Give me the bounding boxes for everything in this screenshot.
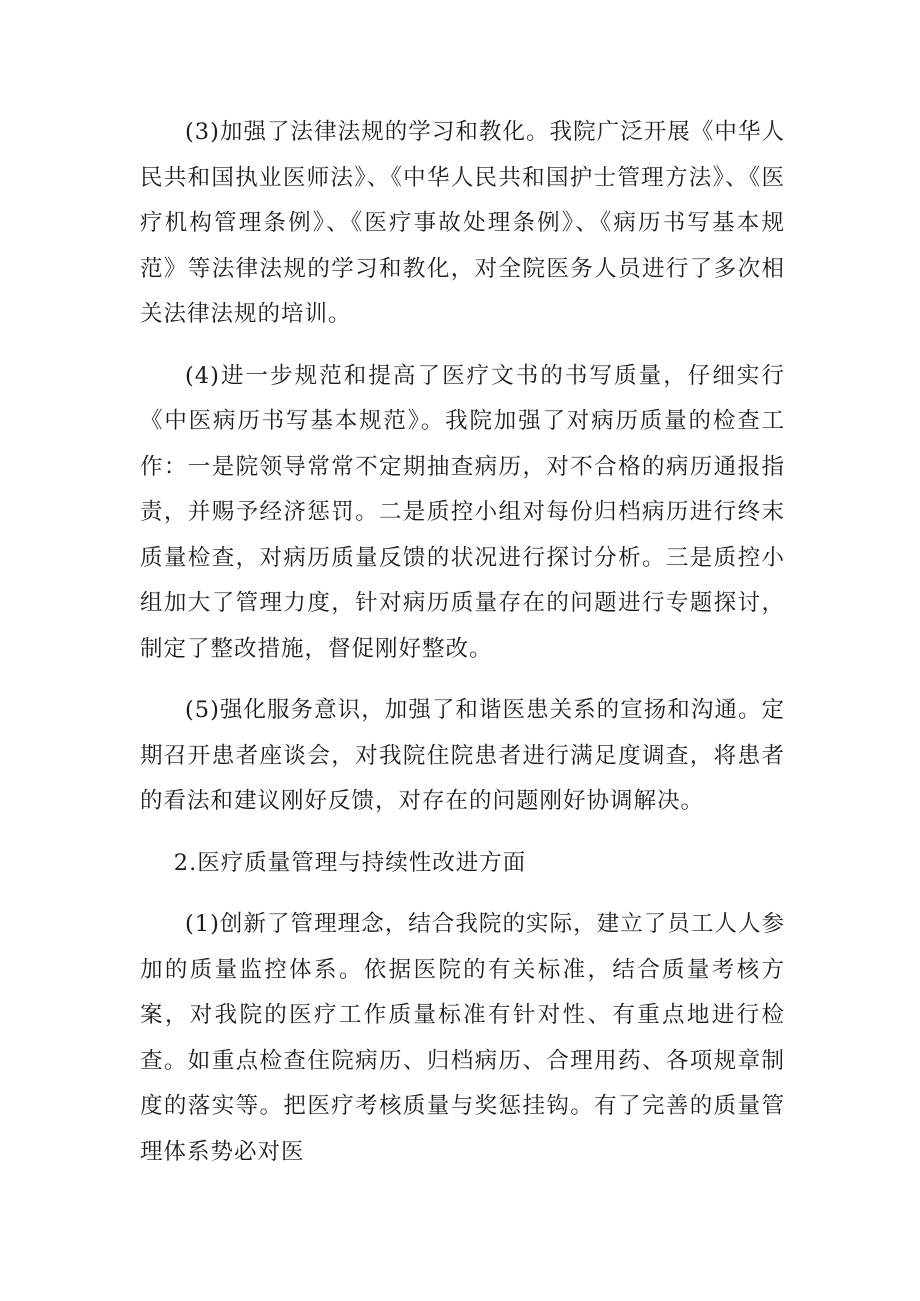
paragraph-legal-training: (3)加强了法律法规的学习和教化。我院广泛开展《中华人民共和国执业医师法》、《中华人民共和国护士管理方法》、《医疗机构管理条例》、《医疗事故处理条例》、《病历书写基本规范》等法律法规的学习和教化，对全院医务人员进行了多次相关法律法规的培训。 [140,119,785,327]
section-heading: 2.医疗质量管理与持续性改进方面 [173,849,527,876]
paragraph-medical-records: (4)进一步规范和提高了医疗文书的书写质量，仔细实行《中医病历书写基本规范》。我院加强了对病历质量的检查工作：一是院领导常常不定期抽查病历，对不合格的病历通报指责，并赐予经济惩罚。二是质控小组对每份归档病历进行终末质量检查，对病历质量反馈的状况进行探讨分析。三是质控小组加大了管理力度，针对病历质量存在的问题进行专题探讨，制定了整改措施，督促刚好整改。 [140,362,785,662]
document-body [140,110,785,1191]
paragraph-management-concept: (1)创新了管理理念，结合我院的实际，建立了员工人人参加的质量监控体系。依据医院的有关标准，结合质量考核方案，对我院的医疗工作质量标准有针对性、有重点地进行检查。如重点检查住院病历、归档病历、合理用药、各项规章制度的落实等。把医疗考核质量与奖惩挂钩。有了完善的质量管理体系势必对医 [140,911,785,1165]
paragraph-service-awareness: (5)强化服务意识，加强了和谐医患关系的宣扬和沟通。定期召开患者座谈会，对我院住院患者进行满足度调查，将患者的看法和建议刚好反馈，对存在的问题刚好协调解决。 [140,697,785,814]
